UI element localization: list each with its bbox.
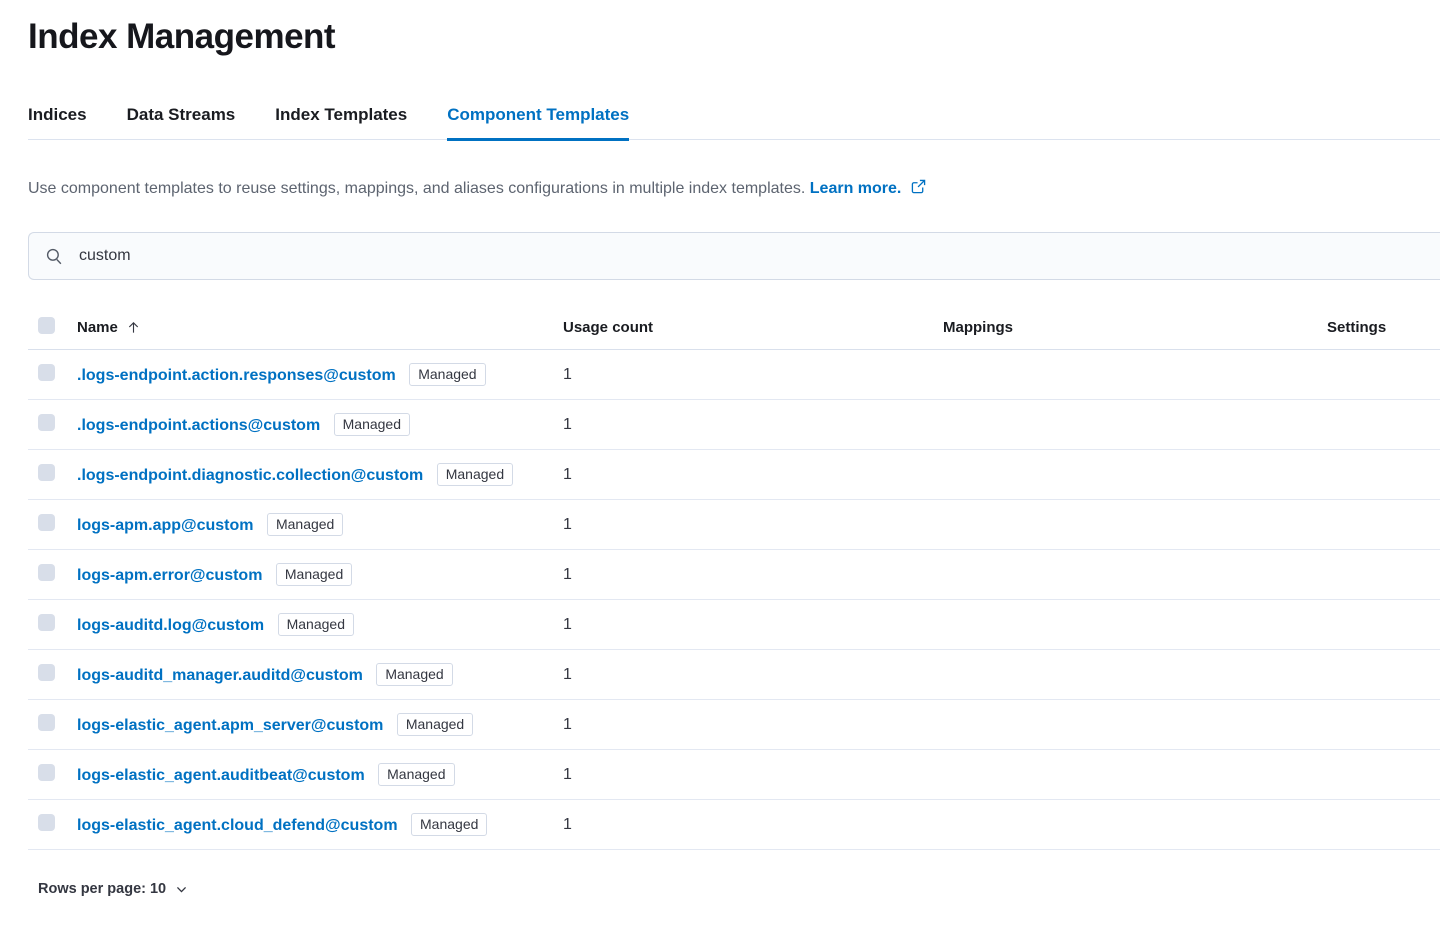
table-row (28, 450, 1440, 500)
usage-count-value: 1 (555, 500, 935, 550)
table-row (28, 500, 1440, 550)
mappings-cell (935, 750, 1319, 800)
page-title: Index Management (28, 17, 336, 56)
row-checkbox[interactable] (38, 414, 55, 431)
settings-cell (1319, 550, 1440, 600)
table-row (28, 400, 1440, 450)
table-row (28, 550, 1440, 600)
row-checkbox[interactable] (38, 614, 55, 631)
usage-count-value: 1 (555, 400, 935, 450)
managed-badge: Managed (397, 713, 473, 736)
row-checkbox[interactable] (38, 364, 55, 381)
column-header-settings[interactable]: Settings (1319, 305, 1440, 350)
settings-cell (1319, 700, 1440, 750)
table-footer (38, 880, 1440, 898)
managed-badge: Managed (411, 813, 487, 836)
search-icon (46, 248, 63, 265)
mappings-cell (935, 500, 1319, 550)
rows-per-page-label: Rows per page: 10 (38, 881, 167, 897)
usage-count-value: 1 (555, 350, 935, 400)
table-row (28, 350, 1440, 400)
managed-badge: Managed (278, 613, 354, 636)
mappings-cell (935, 400, 1319, 450)
row-checkbox[interactable] (38, 764, 55, 781)
managed-badge: Managed (376, 663, 452, 686)
managed-badge: Managed (267, 513, 343, 536)
mappings-cell (935, 600, 1319, 650)
mappings-cell (935, 700, 1319, 750)
search-input[interactable] (77, 232, 1440, 280)
template-name-link[interactable]: logs-elastic_agent.auditbeat@custom (77, 767, 365, 784)
column-header-usage-count[interactable]: Usage count (555, 305, 935, 350)
settings-cell (1319, 750, 1440, 800)
managed-badge: Managed (409, 363, 485, 386)
managed-badge: Managed (334, 413, 410, 436)
settings-cell (1319, 350, 1440, 400)
row-checkbox[interactable] (38, 564, 55, 581)
managed-badge: Managed (437, 463, 513, 486)
template-name-link[interactable]: logs-auditd_manager.auditd@custom (77, 667, 363, 684)
column-header-name[interactable]: Name (77, 319, 141, 336)
usage-count-value: 1 (555, 650, 935, 700)
template-name-link[interactable]: .logs-endpoint.diagnostic.collection@custom (77, 467, 424, 484)
mappings-cell (935, 650, 1319, 700)
component-templates-table (28, 305, 1440, 850)
mappings-cell (935, 450, 1319, 500)
description-text: Use component templates to reuse settings, mappings, and aliases configurations in multiple index templates. (28, 180, 806, 197)
rows-per-page-button[interactable] (38, 881, 188, 897)
template-name-link[interactable]: logs-apm.error@custom (77, 567, 263, 584)
settings-cell (1319, 400, 1440, 450)
template-name-link[interactable]: logs-elastic_agent.cloud_defend@custom (77, 817, 398, 834)
mappings-cell (935, 800, 1319, 850)
tab-index-templates[interactable]: Index Templates (275, 105, 408, 124)
select-all-checkbox[interactable] (38, 317, 55, 334)
mappings-cell (935, 550, 1319, 600)
tab-bar (28, 104, 1440, 140)
external-link-icon (911, 178, 926, 202)
mappings-cell (935, 350, 1319, 400)
page-description (28, 177, 1440, 202)
search-bar (28, 232, 1440, 280)
row-checkbox[interactable] (38, 714, 55, 731)
usage-count-value: 1 (555, 600, 935, 650)
chevron-down-icon (175, 883, 188, 896)
arrow-up-icon (126, 320, 141, 335)
tab-data-streams[interactable]: Data Streams (126, 105, 236, 124)
settings-cell (1319, 650, 1440, 700)
usage-count-value: 1 (555, 800, 935, 850)
table-row (28, 700, 1440, 750)
row-checkbox[interactable] (38, 814, 55, 831)
usage-count-value: 1 (555, 700, 935, 750)
table-row (28, 650, 1440, 700)
table-row (28, 750, 1440, 800)
settings-cell (1319, 800, 1440, 850)
table-row (28, 600, 1440, 650)
usage-count-value: 1 (555, 750, 935, 800)
row-checkbox[interactable] (38, 514, 55, 531)
row-checkbox[interactable] (38, 664, 55, 681)
settings-cell (1319, 600, 1440, 650)
tab-component-templates[interactable]: Component Templates (447, 104, 629, 141)
template-name-link[interactable]: logs-elastic_agent.apm_server@custom (77, 717, 384, 734)
row-checkbox[interactable] (38, 464, 55, 481)
usage-count-value: 1 (555, 450, 935, 500)
tab-indices[interactable]: Indices (28, 105, 87, 124)
settings-cell (1319, 500, 1440, 550)
managed-badge: Managed (378, 763, 454, 786)
column-header-mappings[interactable]: Mappings (935, 305, 1319, 350)
index-management-page (0, 16, 1440, 898)
template-name-link[interactable]: logs-apm.app@custom (77, 517, 254, 534)
table-header-row (28, 305, 1440, 350)
template-name-link[interactable]: .logs-endpoint.action.responses@custom (77, 367, 396, 384)
managed-badge: Managed (276, 563, 352, 586)
template-name-link[interactable]: logs-auditd.log@custom (77, 617, 265, 634)
usage-count-value: 1 (555, 550, 935, 600)
template-name-link[interactable]: .logs-endpoint.actions@custom (77, 417, 321, 434)
settings-cell (1319, 450, 1440, 500)
table-row (28, 800, 1440, 850)
learn-more-link[interactable]: Learn more. (809, 180, 902, 197)
